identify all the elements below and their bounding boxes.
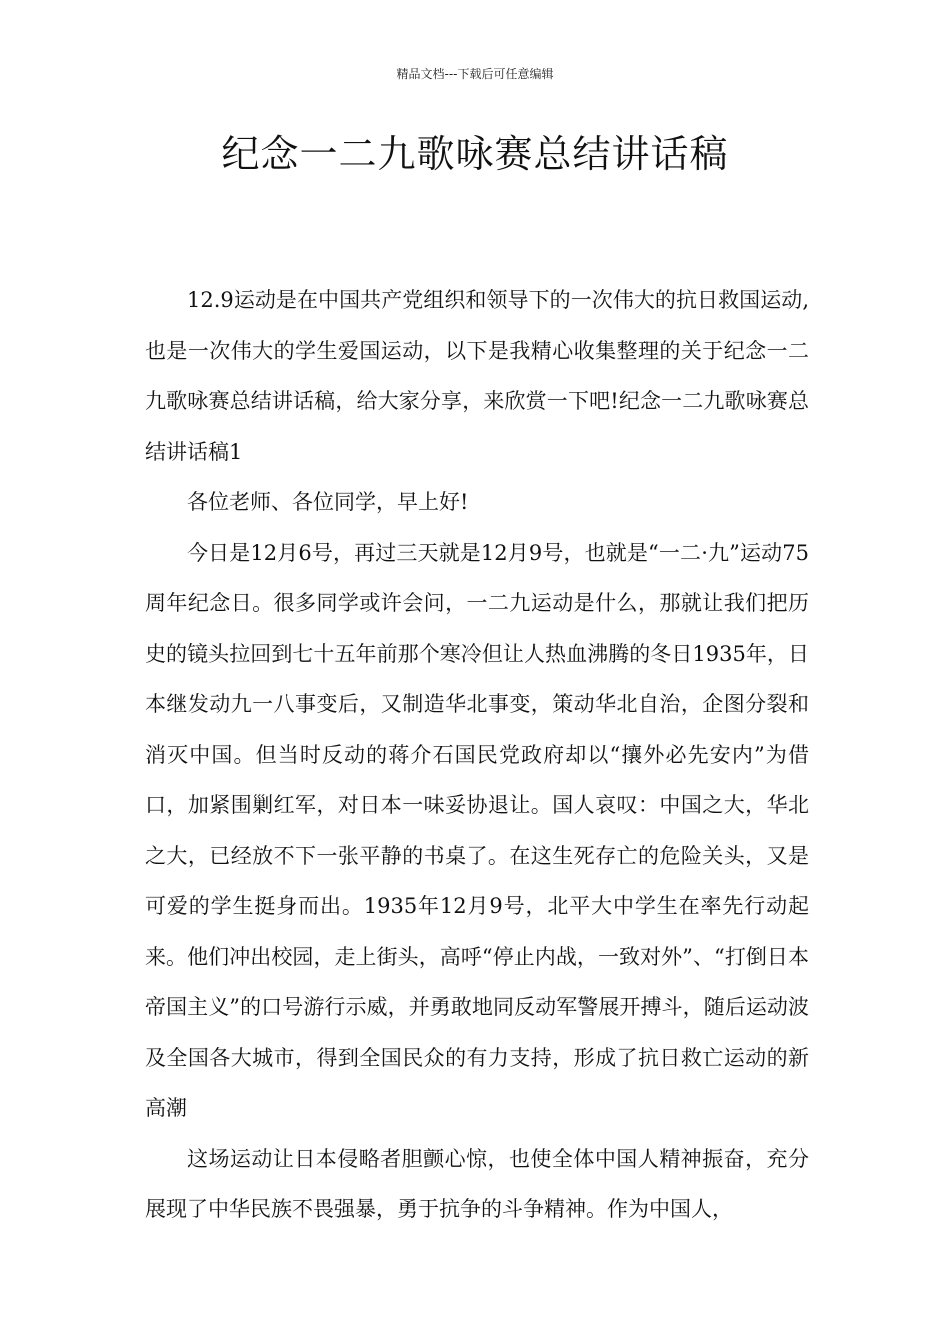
- paragraph-history: 今日是12月6号，再过三天就是12月9号，也就是“一二·九”运动75周年纪念日。很多同学或许会问，一二九运动是什么，那就让我们把历史的镜头拉回到七十五年前那个寒冷但让人热血沸腾的冬日1935年，日本继发动九一八事变后，又制造华北事变，策动华北自治，企图分裂和消灭中国。但当时反动的蒋介石国民党政府却以“攘外必先安内”为借口，加紧围剿红军，对日本一味妥协退让。国人哀叹：中国之大，华北之大，已经放不下一张平静的书桌了。在这生死存亡的危险关头，又是可爱的学生挺身而出。1935年12月9号，北平大中学生在率先行动起来。他们冲出校园，走上街头，高呼“停止内战，一致对外”、“打倒日本帝国主义”的口号游行示威，并勇敢地同反动军警展开搏斗，随后运动波及全国各大城市，得到全国民众的有力支持，形成了抗日救亡运动的新高潮: [145, 540, 809, 1120]
- document-body: [145, 275, 809, 1235]
- header-note: 精品文档---下载后可任意编辑: [396, 67, 554, 81]
- paragraph-significance: 这场运动让日本侵略者胆颤心惊，也使全体中国人精神振奋，充分展现了中华民族不畏强暴，勇于抗争的斗争精神。作为中国人，: [145, 1146, 809, 1221]
- document-title: 纪念一二九歌咏赛总结讲话稿: [221, 132, 729, 176]
- paragraph-intro: 12.9运动是在中国共产党组织和领导下的一次伟大的抗日救国运动,也是一次伟大的学生爱国运动，以下是我精心收集整理的关于纪念一二九歌咏赛总结讲话稿，给大家分享，来欣赏一下吧!纪念一二九歌咏赛总结讲话稿1: [145, 288, 809, 464]
- paragraph-greeting: 各位老师、各位同学，早上好!: [187, 490, 469, 514]
